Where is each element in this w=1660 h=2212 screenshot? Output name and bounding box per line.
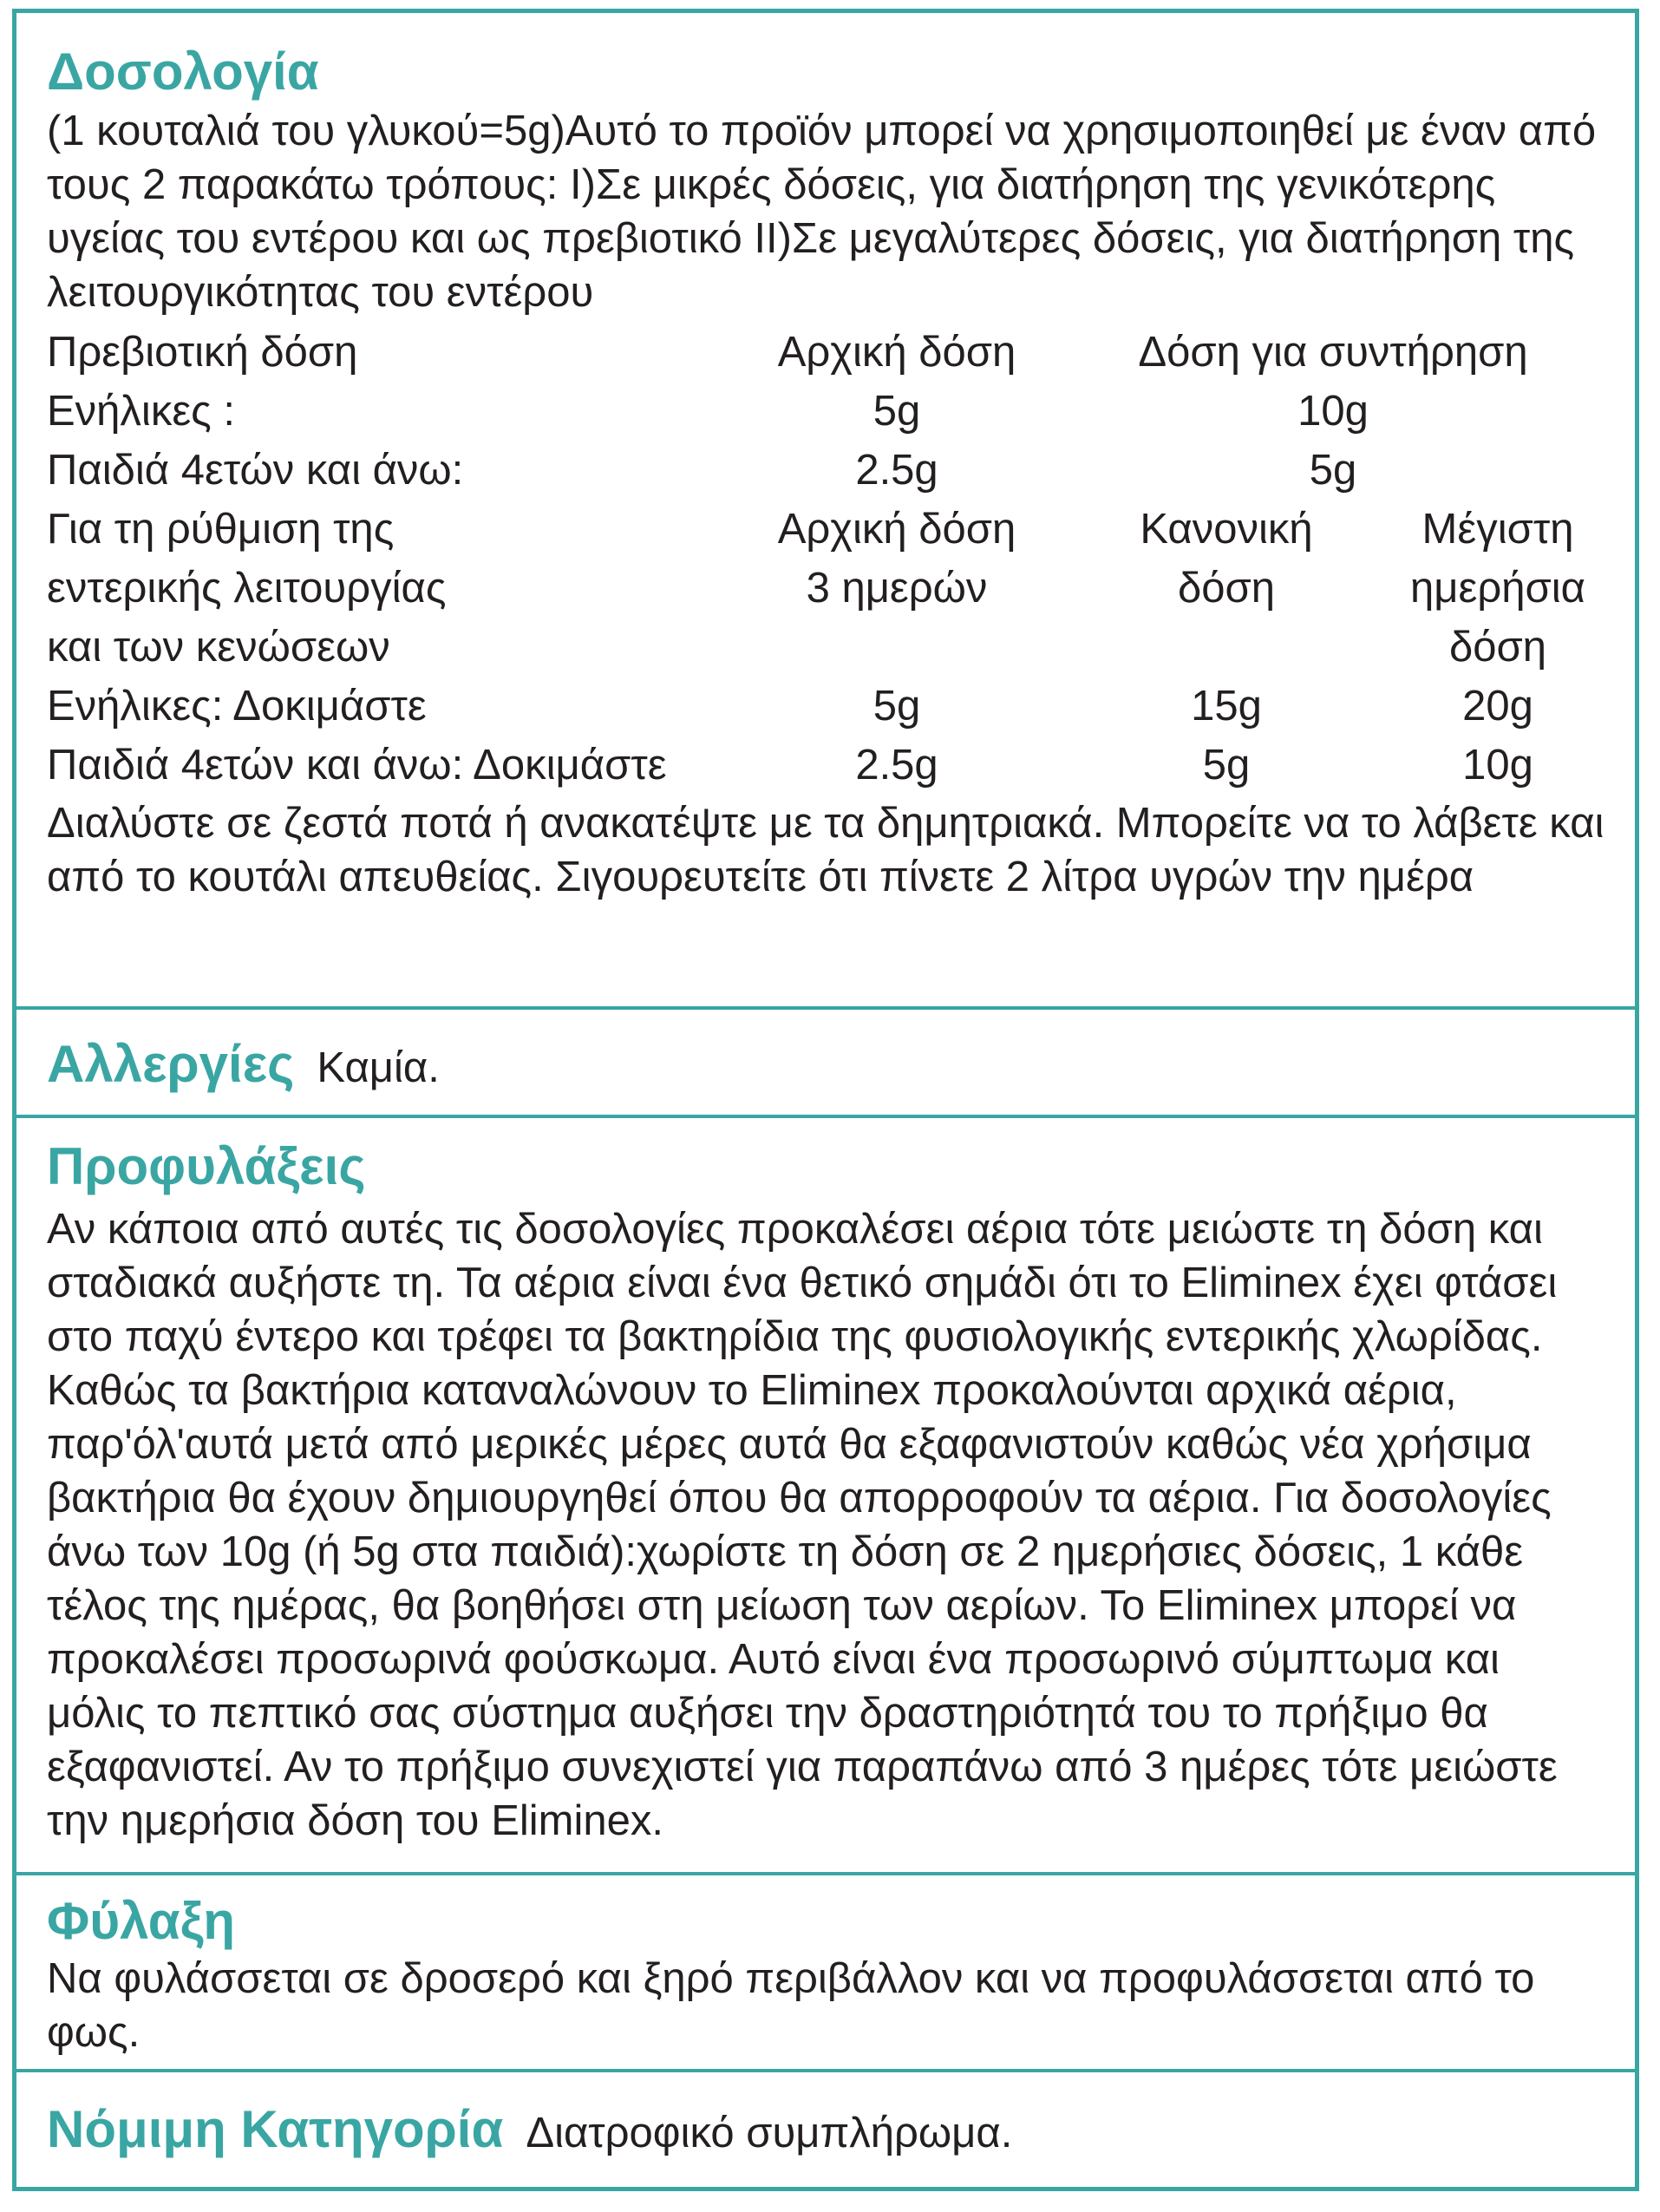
- dosage-title: Δοσολογία: [47, 43, 319, 101]
- table-header-cell: Αρχική δόση: [777, 506, 1016, 553]
- allergies-title: Αλλεργίες: [47, 1035, 295, 1093]
- table-header-cell: δόση: [1448, 624, 1547, 671]
- precautions-text: Αν κάποια από αυτές τις δοσολογίες προκαλέσει αέρια τότε μειώστε τη δόση και σταδιακά αυξήστε τη. Τα αέρια είναι ένα θετικό σημάδι ότι το Eliminex έχει φτάσει στο παχύ έντερο και τρέφει τα βακτηρίδια της φυσιολογικής εντερικής χλωρίδας. Καθώς τα βακτήρια καταναλώνουν το Eliminex προκαλούνται αρχικά αέρια, παρ'όλ'αυτά μετά από μερικές μέρες αυτά θα εξαφανιστούν καθώς νέα χρήσιμα βακτήρια θα έχουν δημιουργηθεί όπου θα απορροφούν τα αέρια. Για δοσολογίες άνω των 10g (ή 5g στα παιδιά):χωρίστε τη δόση σε 2 ημερήσιες δόσεις, 1 κάθε τέλος της ημέρας, θα βοηθήσει στη μείωση των αερίων. Το Eliminex μπορεί να προκαλέσει προσωρινά φούσκωμα. Αυτό είναι ένα προσωρινό σύμπτωμα και μόλις το πεπτικό σας σύστημα αυξήσει την δραστηριότητά του το πρήξιμο θα εξαφανιστεί. Αν το πρήξιμο συνεχιστεί για παραπάνω από 3 ημέρες τότε μειώστε την ημερήσια δόση του Eliminex.: [47, 1206, 1558, 1844]
- table-cell: 10g: [1297, 388, 1369, 435]
- table-header-cell: [1062, 618, 1391, 677]
- prebiotic-dose-table: [47, 323, 1604, 500]
- table-cell: 5g: [1309, 447, 1357, 494]
- table-header-row: [47, 618, 1604, 677]
- table-header-cell: 3 ημερών: [806, 565, 988, 612]
- precautions-section: [12, 1136, 1639, 1848]
- dosage-instructions: Διαλύστε σε ζεστά ποτά ή ανακατέψτε με τα δημητριακά. Μπορείτε να το λάβετε και από το κουτάλι απευθείας. Σιγουρευτείτε ότι πίνετε 2 λίτρα υγρών την ημέρα: [47, 800, 1604, 900]
- allergies-section: [12, 1034, 1639, 1095]
- section-divider: [12, 2069, 1639, 2072]
- table-header-cell: Αρχική δόση: [777, 329, 1016, 376]
- table-cell: 5g: [872, 683, 921, 730]
- table-row: [47, 736, 1604, 795]
- table-cell: Ενήλικες: Δοκιμάστε: [47, 683, 427, 730]
- table-row: [47, 382, 1604, 441]
- section-divider: [12, 1872, 1639, 1875]
- section-divider: [12, 1115, 1639, 1118]
- storage-text: Να φυλάσσεται σε δροσερό και ξηρό περιβάλλον και να προφυλάσσεται από το φως.: [47, 1955, 1535, 2056]
- table-header-cell: εντερικής λειτουργίας: [47, 565, 447, 612]
- allergies-text: Καμία.: [317, 1044, 440, 1091]
- table-header-cell: και των κενώσεων: [47, 624, 390, 671]
- legal-section: [12, 2099, 1639, 2160]
- table-row: [47, 677, 1604, 736]
- table-cell: 20g: [1462, 683, 1533, 730]
- table-cell: 15g: [1191, 683, 1262, 730]
- legal-row: [47, 2099, 1604, 2160]
- table-header-cell: Κανονική: [1140, 506, 1313, 553]
- table-header-cell: δόση: [1177, 565, 1276, 612]
- table-header-cell: Πρεβιοτική δόση: [47, 329, 358, 376]
- storage-title: Φύλαξη: [47, 1892, 236, 1950]
- table-header-row: [47, 500, 1604, 559]
- table-cell: Παιδιά 4ετών και άνω:: [47, 447, 464, 494]
- storage-section: [12, 1891, 1639, 2059]
- dosage-intro: (1 κουταλιά του γλυκού=5g)Αυτό το προϊόν μπορεί να χρησιμοποιηθεί με έναν από τους 2 παρακάτω τρόπους: I)Σε μικρές δόσεις, για διατήρηση της γενικότερης υγείας του εντέρου και ως πρεβιοτικό II)Σε μεγαλύτερες δόσεις, για διατήρηση της λειτουργικότητας του εντέρου: [47, 108, 1597, 316]
- table-row: [47, 441, 1604, 500]
- table-cell: 5g: [1202, 742, 1251, 789]
- legal-title: Νόμιμη Κατηγορία: [47, 2100, 504, 2158]
- table-header-row: [47, 323, 1604, 382]
- section-divider: [12, 1006, 1639, 1010]
- table-cell: 2.5g: [855, 742, 938, 789]
- dosage-section: [12, 42, 1639, 904]
- table-cell: 5g: [872, 388, 921, 435]
- table-header-cell: Δόση για συντήρηση: [1138, 329, 1528, 376]
- table-header-cell: Για τη ρύθμιση της: [47, 506, 395, 553]
- table-cell: 10g: [1462, 742, 1533, 789]
- legal-text: Διατροφικό συμπλήρωμα.: [526, 2110, 1013, 2156]
- allergies-row: [47, 1034, 1604, 1095]
- table-cell: Ενήλικες :: [47, 388, 236, 435]
- regulation-dose-table: [47, 500, 1604, 795]
- table-header-cell: ημερήσια: [1410, 565, 1585, 612]
- table-header-row: [47, 559, 1604, 618]
- table-cell: 2.5g: [855, 447, 938, 494]
- table-cell: Παιδιά 4ετών και άνω: Δοκιμάστε: [47, 742, 667, 789]
- precautions-title: Προφυλάξεις: [47, 1137, 366, 1195]
- table-header-cell: [732, 618, 1062, 677]
- table-header-cell: Μέγιστη: [1421, 506, 1574, 553]
